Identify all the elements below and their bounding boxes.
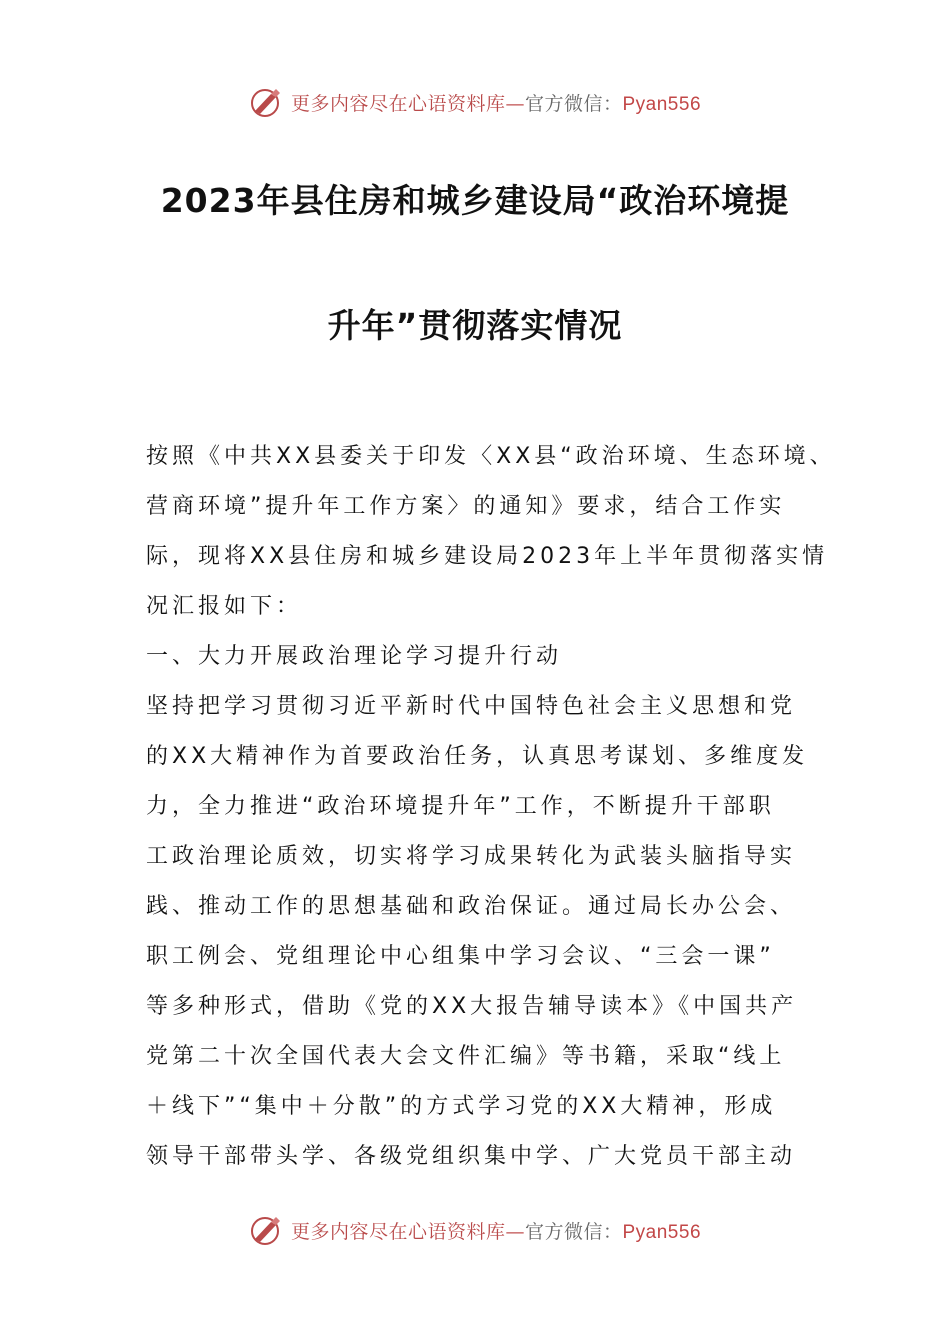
body-line: 按照《中共XX县委关于印发〈XX县“政治环境、生态环境、 — [146, 444, 836, 469]
watermark-dash: — — [505, 92, 525, 115]
body-line: 领导干部带头学、各级党组织集中学、广大党员干部主动 — [146, 1144, 797, 1169]
section-heading: 一、大力开展政治理论学习提升行动 — [146, 644, 563, 669]
watermark-dash: — — [505, 1220, 525, 1243]
body-line: 际，现将XX县住房和城乡建设局2023年上半年贯彻落实情 — [146, 544, 829, 569]
watermark-main-text: 更多内容尽在心语资料库 — [290, 92, 506, 115]
body-line: 坚持把学习贯彻习近平新时代中国特色社会主义思想和党 — [146, 694, 797, 719]
document-title-line-1: 2023年县住房和城乡建设局“政治环境提 — [160, 181, 790, 220]
body-line: 的XX大精神作为首要政治任务，认真思考谋划、多维度发 — [146, 744, 809, 769]
header-watermark — [0, 82, 950, 122]
watermark-wechat-id: Pyan556 — [622, 93, 702, 115]
body-line: 力，全力推进“政治环境提升年”工作，不断提升干部职 — [146, 794, 775, 819]
document-body — [146, 432, 836, 1182]
body-line: 等多种形式，借助《党的XX大报告辅导读本》《中国共产 — [146, 994, 798, 1019]
body-line: ＋线下”“集中＋分散”的方式学习党的XX大精神，形成 — [146, 1094, 777, 1119]
body-line: 工政治理论质效，切实将学习成果转化为武装头脑指导实 — [146, 844, 797, 869]
body-line: 况汇报如下： — [146, 594, 303, 619]
document-title-line-2: 升年”贯彻落实情况 — [327, 306, 623, 345]
pen-logo-icon — [249, 85, 283, 119]
watermark-official-label: 官方微信： — [524, 1220, 623, 1243]
body-line: 营商环境”提升年工作方案〉的通知》要求，结合工作实 — [146, 494, 786, 519]
watermark-main-text: 更多内容尽在心语资料库 — [290, 1220, 506, 1243]
watermark-wechat-id: Pyan556 — [622, 1221, 702, 1243]
footer-watermark — [0, 1210, 950, 1250]
body-line: 党第二十次全国代表大会文件汇编》等书籍，采取“线上 — [146, 1044, 786, 1069]
pen-logo-icon — [249, 1213, 283, 1247]
body-line: 职工例会、党组理论中心组集中学习会议、“三会一课” — [146, 944, 775, 969]
body-line: 践、推动工作的思想基础和政治保证。通过局长办公会、 — [146, 894, 797, 919]
watermark-official-label: 官方微信： — [524, 92, 623, 115]
